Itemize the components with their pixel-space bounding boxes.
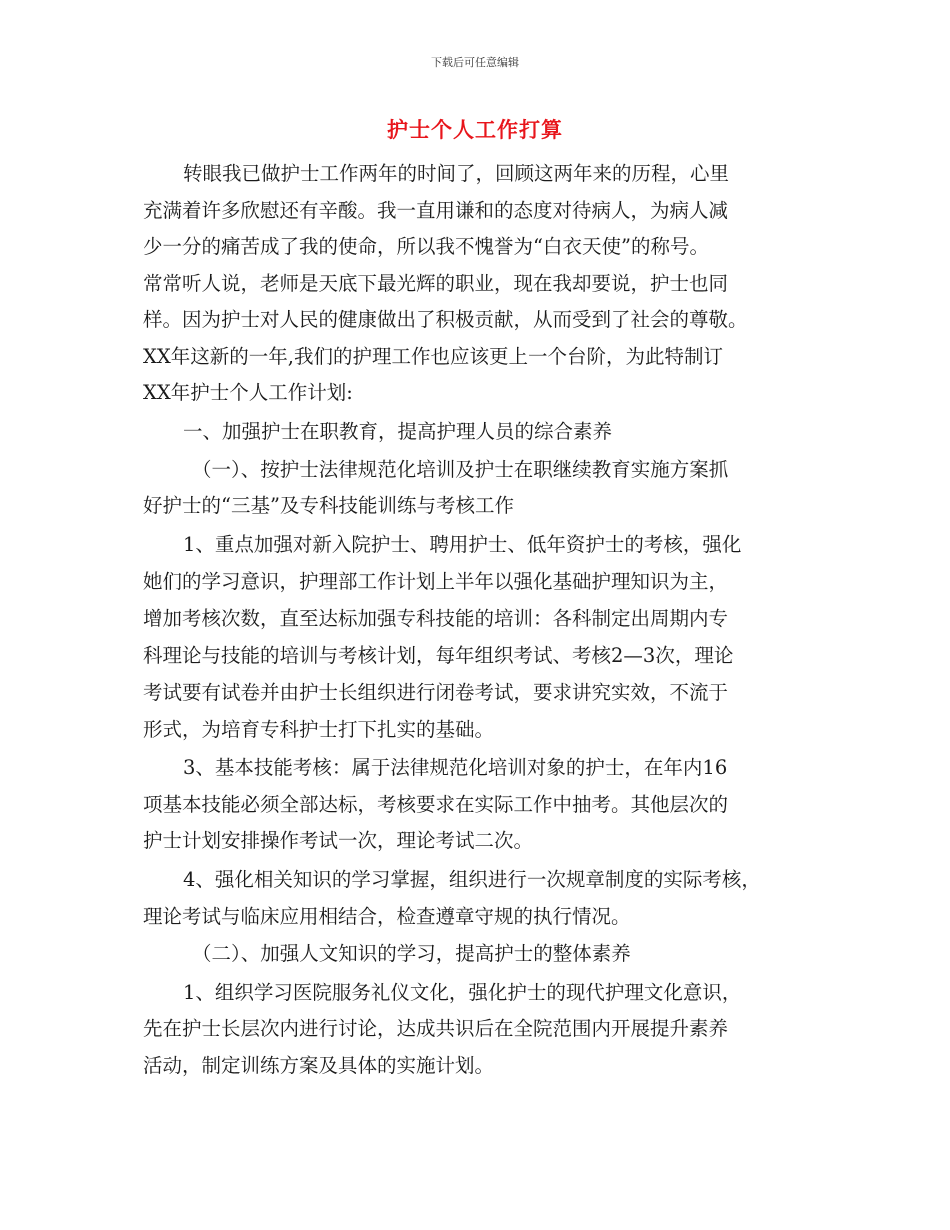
body-line: 项基本技能必须全部达标，考核要求在实际工作中抽考。其他层次的 [143, 793, 729, 816]
header-note: 下载后可任意编辑 [431, 56, 519, 69]
body-line: 好护士的“三基”及专科技能训练与考核工作 [143, 494, 514, 517]
body-line: 少一分的痛苦成了我的使命，所以我不愧誉为“白衣天使”的称号。 [143, 235, 709, 258]
body-line: 先在护士长层次内进行讨论，达成共识后在全院范围内开展提升素养 [143, 1017, 729, 1040]
body-line: 3、基本技能考核：属于法律规范化培训对象的护士，在年内16 [183, 756, 728, 779]
body-line: 1、重点加强对新入院护士、聘用护士、低年资护士的考核，强化 [183, 533, 742, 556]
body-line: 转眼我已做护士工作两年的时间了，回顾这两年来的历程，心里 [183, 162, 730, 185]
body-line: 样。因为护士对人民的健康做出了积极贡献，从而受到了社会的尊敬。 [143, 308, 748, 331]
section-heading: 一、加强护士在职教育，提高护理人员的综合素养 [183, 420, 613, 443]
body-line: 常常听人说，老师是天底下最光辉的职业，现在我却要说，护士也同 [143, 272, 729, 295]
body-line: 科理论与技能的培训与考核计划，每年组织考试、考核2—3次，理论 [143, 644, 734, 667]
body-line: 充满着许多欣慰还有辛酸。我一直用谦和的态度对待病人，为病人减 [143, 199, 729, 222]
body-line: XX年护士个人工作计划: [143, 381, 353, 404]
body-line: 活动，制定训练方案及具体的实施计划。 [143, 1054, 495, 1077]
body-line: 考试要有试卷并由护士长组织进行闭卷考试，要求讲究实效，不流于 [143, 681, 729, 704]
body-line: XX年这新的一年,我们的护理工作也应该更上一个台阶，为此特制订 [143, 345, 723, 368]
subsection-heading: （二）、加强人文知识的学习，提高护士的整体素养 [192, 942, 631, 965]
body-line: 护士计划安排操作考试一次，理论考试二次。 [143, 829, 534, 852]
body-line: 她们的学习意识，护理部工作计划上半年以强化基础护理知识为主， [143, 570, 729, 593]
body-line: 4、强化相关知识的学习掌握，组织进行一次规章制度的实际考核， [183, 868, 761, 891]
body-line: 1、组织学习医院服务礼仪文化，强化护士的现代护理文化意识， [183, 981, 742, 1004]
subsection-heading: （一）、按护士法律规范化培训及护士在职继续教育实施方案抓 [192, 458, 729, 481]
body-line: 形式，为培育专科护士打下扎实的基础。 [143, 718, 495, 741]
body-line: 增加考核次数，直至达标加强专科技能的培训：各科制定出周期内专 [143, 607, 729, 630]
document-title: 护士个人工作打算 [387, 117, 563, 142]
body-line: 理论考试与临床应用相结合，检查遵章守规的执行情况。 [143, 905, 631, 928]
